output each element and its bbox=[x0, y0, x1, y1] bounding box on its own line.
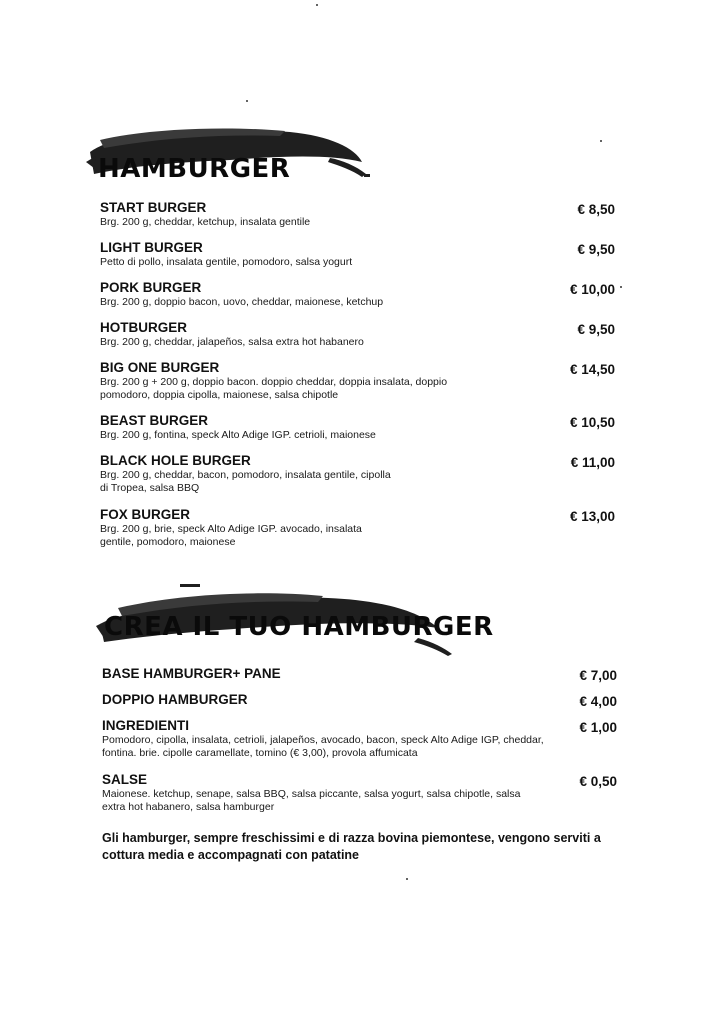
menu-item-light-burger bbox=[100, 240, 620, 269]
item-price: € 8,50 bbox=[577, 202, 615, 217]
item-desc: Brg. 200 g, brie, speck Alto Adige IGP. avocado, insalata gentile, pomodoro, maionese bbox=[100, 523, 362, 548]
item-desc: Brg. 200 g + 200 g, doppio bacon. doppio cheddar, doppia insalata, doppio pomodoro, doppia cipolla, maionese, salsa chipotle bbox=[100, 376, 448, 401]
menu-item-salse bbox=[102, 772, 622, 814]
item-name: LIGHT BURGER bbox=[100, 240, 203, 255]
item-price: € 0,50 bbox=[579, 774, 617, 789]
scan-speck bbox=[406, 878, 408, 880]
item-name: INGREDIENTI bbox=[102, 718, 190, 733]
item-desc: Brg. 200 g, cheddar, ketchup, insalata gentile bbox=[100, 216, 311, 228]
item-desc: Brg. 200 g, fontina, speck Alto Adige IGP. cetrioli, maionese bbox=[100, 429, 376, 441]
item-desc: Brg. 200 g, cheddar, bacon, pomodoro, insalata gentile, cipolla di Tropea, salsa BBQ bbox=[100, 469, 391, 494]
item-price: € 11,00 bbox=[570, 455, 615, 470]
item-price: € 1,00 bbox=[579, 720, 617, 735]
menu-item-big-one-burger bbox=[100, 360, 620, 402]
menu-item-beast-burger bbox=[100, 413, 620, 442]
item-desc: Petto di pollo, insalata gentile, pomodoro, salsa yogurt bbox=[100, 256, 353, 268]
item-name: BEAST BURGER bbox=[100, 413, 209, 428]
item-price: € 13,00 bbox=[569, 509, 615, 524]
menu-item-fox-burger bbox=[100, 507, 620, 549]
item-desc: Brg. 200 g, cheddar, jalapeños, salsa extra hot habanero bbox=[100, 336, 364, 348]
item-name: SALSE bbox=[102, 772, 148, 787]
item-name: FOX BURGER bbox=[100, 507, 191, 522]
item-price: € 10,50 bbox=[569, 415, 615, 430]
scan-speck bbox=[316, 4, 318, 6]
scan-speck bbox=[246, 100, 248, 102]
item-price: € 9,50 bbox=[577, 242, 615, 257]
menu-item-pork-burger bbox=[100, 280, 620, 309]
section-title-crea-il-tuo-hamburger: CREA IL TUO HAMBURGER bbox=[104, 612, 494, 642]
menu-item-ingredienti bbox=[102, 718, 622, 760]
item-name: BASE HAMBURGER+ PANE bbox=[102, 666, 281, 681]
footer-note: Gli hamburger, sempre freschissimi e di razza bovina piemontese, vengono serviti a cottura media e accompagnati con patatine bbox=[102, 831, 601, 862]
item-price: € 14,50 bbox=[569, 362, 615, 377]
menu-item-hotburger bbox=[100, 320, 620, 349]
item-desc: Brg. 200 g, doppio bacon, uovo, cheddar, maionese, ketchup bbox=[100, 296, 384, 308]
item-desc: Maionese. ketchup, senape, salsa BBQ, salsa piccante, salsa yogurt, salsa chipotle, salsa extra hot habanero, salsa hamburger bbox=[102, 788, 521, 813]
menu-item-black-hole-burger bbox=[100, 453, 620, 495]
item-price: € 10,00 bbox=[569, 282, 615, 297]
section-title-hamburger: HAMBURGER bbox=[98, 154, 291, 184]
scan-speck bbox=[620, 286, 622, 288]
item-name: PORK BURGER bbox=[100, 280, 202, 295]
item-name: DOPPIO HAMBURGER bbox=[102, 692, 248, 707]
item-name: BIG ONE BURGER bbox=[100, 360, 220, 375]
menu-item-base-hamburger bbox=[102, 666, 622, 682]
item-desc: Pomodoro, cipolla, insalata, cetrioli, jalapeños, avocado, bacon, speck Alto Adige IGP, cheddar, fontina. brie. cipolle caramellate, tomino (€ 3,00), provola affumicata bbox=[102, 734, 544, 759]
item-name: HOTBURGER bbox=[100, 320, 187, 335]
item-price: € 7,00 bbox=[579, 668, 617, 683]
menu-item-start-burger bbox=[100, 200, 620, 229]
item-price: € 4,00 bbox=[579, 694, 617, 709]
menu-item-doppio-hamburger bbox=[102, 692, 622, 708]
item-name: START BURGER bbox=[100, 200, 207, 215]
item-name: BLACK HOLE BURGER bbox=[100, 453, 251, 468]
item-price: € 9,50 bbox=[577, 322, 615, 337]
scan-speck bbox=[600, 140, 602, 142]
